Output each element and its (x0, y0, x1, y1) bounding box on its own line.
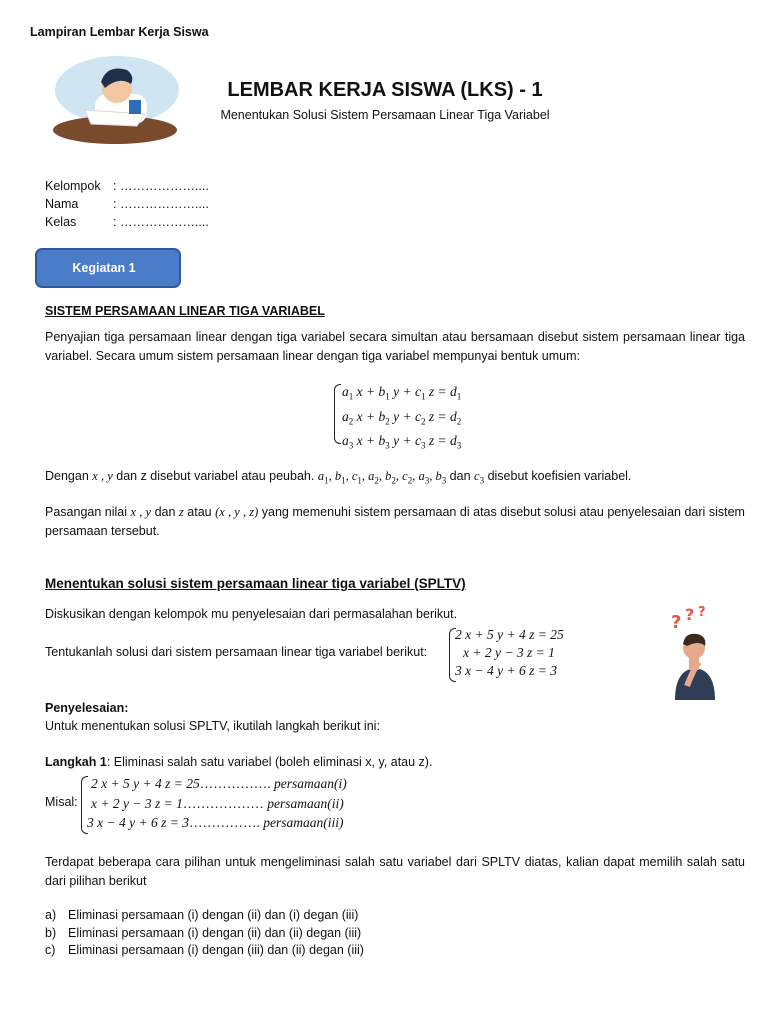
thinking-person-illustration (665, 600, 725, 702)
general-eq-1: $a_1$ $x + b_1$ $y + c_1$ $z = d_1$ (342, 384, 462, 402)
identity-row-kelas: Kelas : ……………….... (45, 215, 209, 229)
step-1 (45, 755, 432, 769)
step-label: Langkah 1 (45, 755, 107, 769)
example-eq-1: 2 x + 5 y + 4 z = 25……………. persamaan(i) (91, 776, 347, 791)
coefficient-list: $a_1$, $b_1$, $c_1$, $a_2$, $b_2$, $c_2$, $a_3$, $b_3$ (317, 469, 447, 486)
general-eq-2: $a_2$ $x + b_2$ $y + c_2$ $z = d_2$ (342, 408, 462, 427)
svg-text:?: ? (698, 605, 706, 620)
tuple-xyz: (x , y , z) (215, 505, 259, 519)
solution-sentence: Pasangan nilai x , y dan z atau (x , y , z) yang memenuhi sistem persamaan di atas disebut solusi atau penyelesaian dari sistem persamaan tersebut. (45, 505, 745, 538)
identity-row-nama: Nama : ……………….... (45, 197, 209, 211)
task-text: Tentukanlah solusi dari sistem persamaan linear tiga variabel berikut: (45, 645, 428, 659)
variables-sentence: Dengan x , y dan z disebut variabel atau peubah. $a_1$, $b_1$, $c_1$, $a_2$, $b_2$, $c_2$, $a_3$, $b_3$ dan $c_3$ disebut koefisien variabel. (45, 469, 632, 486)
identity-fields (45, 177, 209, 231)
kegiatan-label: Kegiatan 1 (72, 261, 136, 275)
discuss-text: Diskusikan dengan kelompok mu penyelesaian dari permasalahan berikut. (45, 607, 458, 621)
step-text: : Eliminasi salah satu variabel (boleh eliminasi x, y, atau z). (106, 755, 433, 769)
kegiatan-button[interactable] (35, 248, 181, 288)
task-system (449, 626, 599, 682)
choice-list (45, 907, 364, 960)
choice-intro: Terdapat beberapa cara pilihan untuk mengeliminasi salah satu variabel dari SPLTV diatas, kalian dapat memilih salah satu dari pilihan berikut (45, 855, 745, 888)
solution-heading: Penyelesaian: (45, 701, 129, 715)
var-xy-2: x , y (130, 505, 152, 519)
var-z: z (178, 505, 184, 519)
svg-text:?: ? (671, 612, 682, 633)
kelas-field[interactable]: : ……………….... (113, 215, 209, 229)
top-label: Lampiran Lembar Kerja Siswa (30, 25, 209, 39)
identity-row-kelompok: Kelompok : ……………….... (45, 179, 209, 193)
svg-text:?: ? (685, 605, 695, 624)
choice-item-a: a) Eliminasi persamaan (i) dengan (ii) dan (i) degan (iii) (45, 908, 359, 922)
example-eq-3: 3 x − 4 y + 6 z = 3……………. persamaan(iii) (87, 815, 344, 830)
choice-item-b: b) Eliminasi persamaan (i) dengan (ii) dan (ii) degan (iii) (45, 925, 362, 940)
nama-field[interactable]: : ……………….... (113, 197, 209, 211)
intro-paragraph: Penyajian tiga persamaan linear dengan tiga variabel secara simultan atau bersamaan disebut sistem persamaan linear tiga variabel. Secara umum sistem persamaan linear dengan tiga variabel mempunyai bentuk umum: (45, 330, 745, 363)
example-system (81, 774, 381, 834)
choice-item-c: c) Eliminasi persamaan (i) dengan (iii) dan (ii) degan (iii) (45, 943, 364, 957)
example-label: Misal: (45, 795, 78, 809)
student-illustration (45, 52, 185, 147)
section-heading-spltv: SISTEM PERSAMAAN LINEAR TIGA VARIABEL (45, 304, 325, 318)
task-eq-1: 2 x + 5 y + 4 z = 25 (455, 627, 564, 642)
general-system (334, 382, 484, 452)
task-eq-2: x + 2 y − 3 z = 1 (463, 645, 555, 660)
var-xy: x , y (92, 469, 113, 483)
example-eq-2: x + 2 y − 3 z = 1……………… persamaan(ii) (91, 795, 344, 811)
section-heading-solution: Menentukan solusi sistem persamaan linear tiga variabel (SPLTV) (45, 576, 466, 591)
kelompok-field[interactable]: : ……………….... (113, 179, 209, 193)
solution-intro: Untuk menentukan solusi SPLTV, ikutilah langkah berikut ini: (45, 719, 380, 733)
page-title: LEMBAR KERJA SISWA (LKS) - 1 (227, 79, 543, 101)
general-eq-3: $a_3$ $x + b_3$ $y + c_3$ $z = d_3$ (342, 433, 462, 452)
coef-c3: $c_3$ (474, 469, 485, 486)
page-subtitle: Menentukan Solusi Sistem Persamaan Linear Tiga Variabel (220, 108, 550, 122)
task-eq-3: 3 x − 4 y + 6 z = 3 (455, 663, 557, 678)
